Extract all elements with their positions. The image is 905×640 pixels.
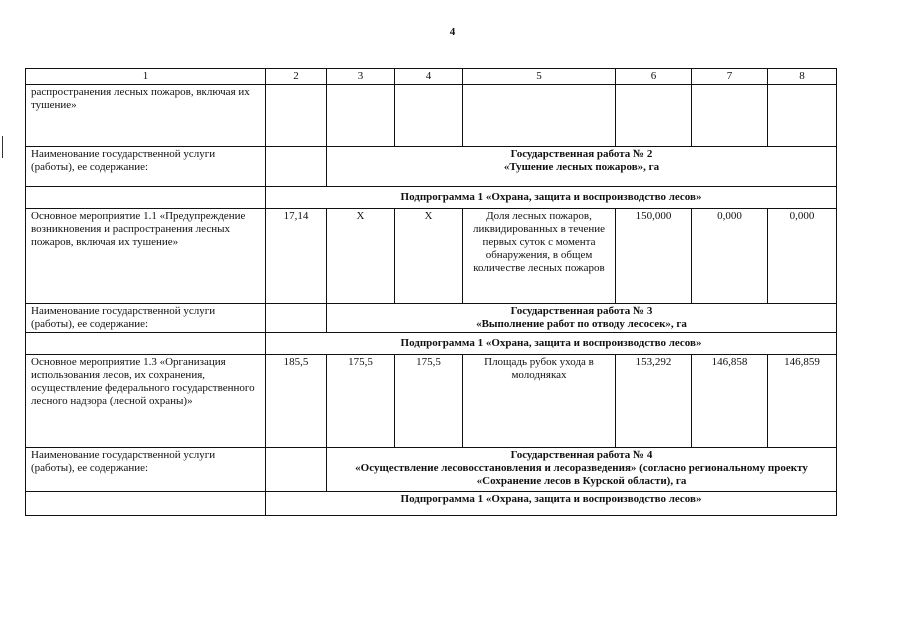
empty-cell: [266, 304, 327, 333]
empty-cell: [395, 85, 463, 147]
event11-col7: 0,000: [692, 209, 768, 304]
empty-cell: [463, 85, 616, 147]
subprogram-heading: Подпрограмма 1 «Охрана, защита и воспроизводство лесов»: [266, 333, 837, 355]
header-cell-2: 2: [266, 69, 327, 85]
subprogram-heading: Подпрограмма 1 «Охрана, защита и воспроизводство лесов»: [266, 187, 837, 209]
event13-col8: 146,859: [768, 355, 837, 448]
table-row-work2: [26, 147, 837, 187]
header-row: [26, 69, 837, 85]
table-row-event-1-3: [26, 355, 837, 448]
event13-col3: 175,5: [327, 355, 395, 448]
event11-col3: X: [327, 209, 395, 304]
header-cell-5: 5: [463, 69, 616, 85]
event13-label: Основное мероприятие 1.3 «Организация использования лесов, их сохранения, осуществление федерального государственного лесного надзора (лесной охраны)»: [26, 355, 266, 448]
table-row-subprogram: [26, 333, 837, 355]
margin-mark: [2, 136, 3, 158]
event11-col8: 0,000: [768, 209, 837, 304]
table-row-subprogram: [26, 187, 837, 209]
event11-col2: 17,14: [266, 209, 327, 304]
work2-title: Государственная работа № 2: [510, 148, 653, 160]
table-row-continuation: [26, 85, 837, 147]
subprogram-heading: Подпрограмма 1 «Охрана, защита и воспроизводство лесов»: [266, 492, 837, 516]
header-cell-4: 4: [395, 69, 463, 85]
empty-cell: [26, 333, 266, 355]
empty-cell: [26, 187, 266, 209]
header-cell-7: 7: [692, 69, 768, 85]
program-table: [25, 68, 837, 516]
continuation-label: распространения лесных пожаров, включая их тушение»: [26, 85, 266, 147]
empty-cell: [26, 492, 266, 516]
event13-col2: 185,5: [266, 355, 327, 448]
empty-cell: [692, 85, 768, 147]
header-cell-1: 1: [26, 69, 266, 85]
empty-cell: [266, 147, 327, 187]
work2-desc: «Тушение лесных пожаров», га: [503, 161, 660, 173]
event13-col6: 153,292: [616, 355, 692, 448]
event11-col6: 150,000: [616, 209, 692, 304]
empty-cell: [266, 85, 327, 147]
work3-title: Государственная работа № 3: [510, 305, 653, 317]
work2-heading: [327, 147, 837, 187]
table-row-work3: [26, 304, 837, 333]
work3-desc: «Выполнение работ по отводу лесосек», га: [476, 318, 687, 330]
event13-col7: 146,858: [692, 355, 768, 448]
empty-cell: [768, 85, 837, 147]
header-cell-3: 3: [327, 69, 395, 85]
table-row-work4: [26, 448, 837, 492]
event11-label: Основное мероприятие 1.1 «Предупреждение возникновения и распространения лесных пожаров, включая их тушение»: [26, 209, 266, 304]
header-cell-6: 6: [616, 69, 692, 85]
work4-heading: [327, 448, 837, 492]
work3-label: Наименование государственной услуги (работы), ее содержание:: [26, 304, 266, 333]
work4-label: Наименование государственной услуги (работы), ее содержание:: [26, 448, 266, 492]
event13-col4: 175,5: [395, 355, 463, 448]
work4-title: Государственная работа № 4: [510, 449, 653, 461]
event11-col4: X: [395, 209, 463, 304]
event11-indicator: Доля лесных пожаров, ликвидированных в течение первых суток с момента обнаружения, в общем количестве лесных пожаров: [463, 209, 616, 304]
work4-desc: «Осуществление лесовосстановления и лесоразведения» (согласно региональному проекту «Сохранение лесов в Курской области), га: [355, 462, 808, 487]
table-row-subprogram: [26, 492, 837, 516]
header-cell-8: 8: [768, 69, 837, 85]
empty-cell: [266, 448, 327, 492]
table-row-event-1-1: [26, 209, 837, 304]
work2-label: Наименование государственной услуги (работы), ее содержание:: [26, 147, 266, 187]
empty-cell: [616, 85, 692, 147]
event13-indicator: Площадь рубок ухода в молодняках: [463, 355, 616, 448]
work3-heading: [327, 304, 837, 333]
empty-cell: [327, 85, 395, 147]
page-number: 4: [449, 26, 456, 38]
